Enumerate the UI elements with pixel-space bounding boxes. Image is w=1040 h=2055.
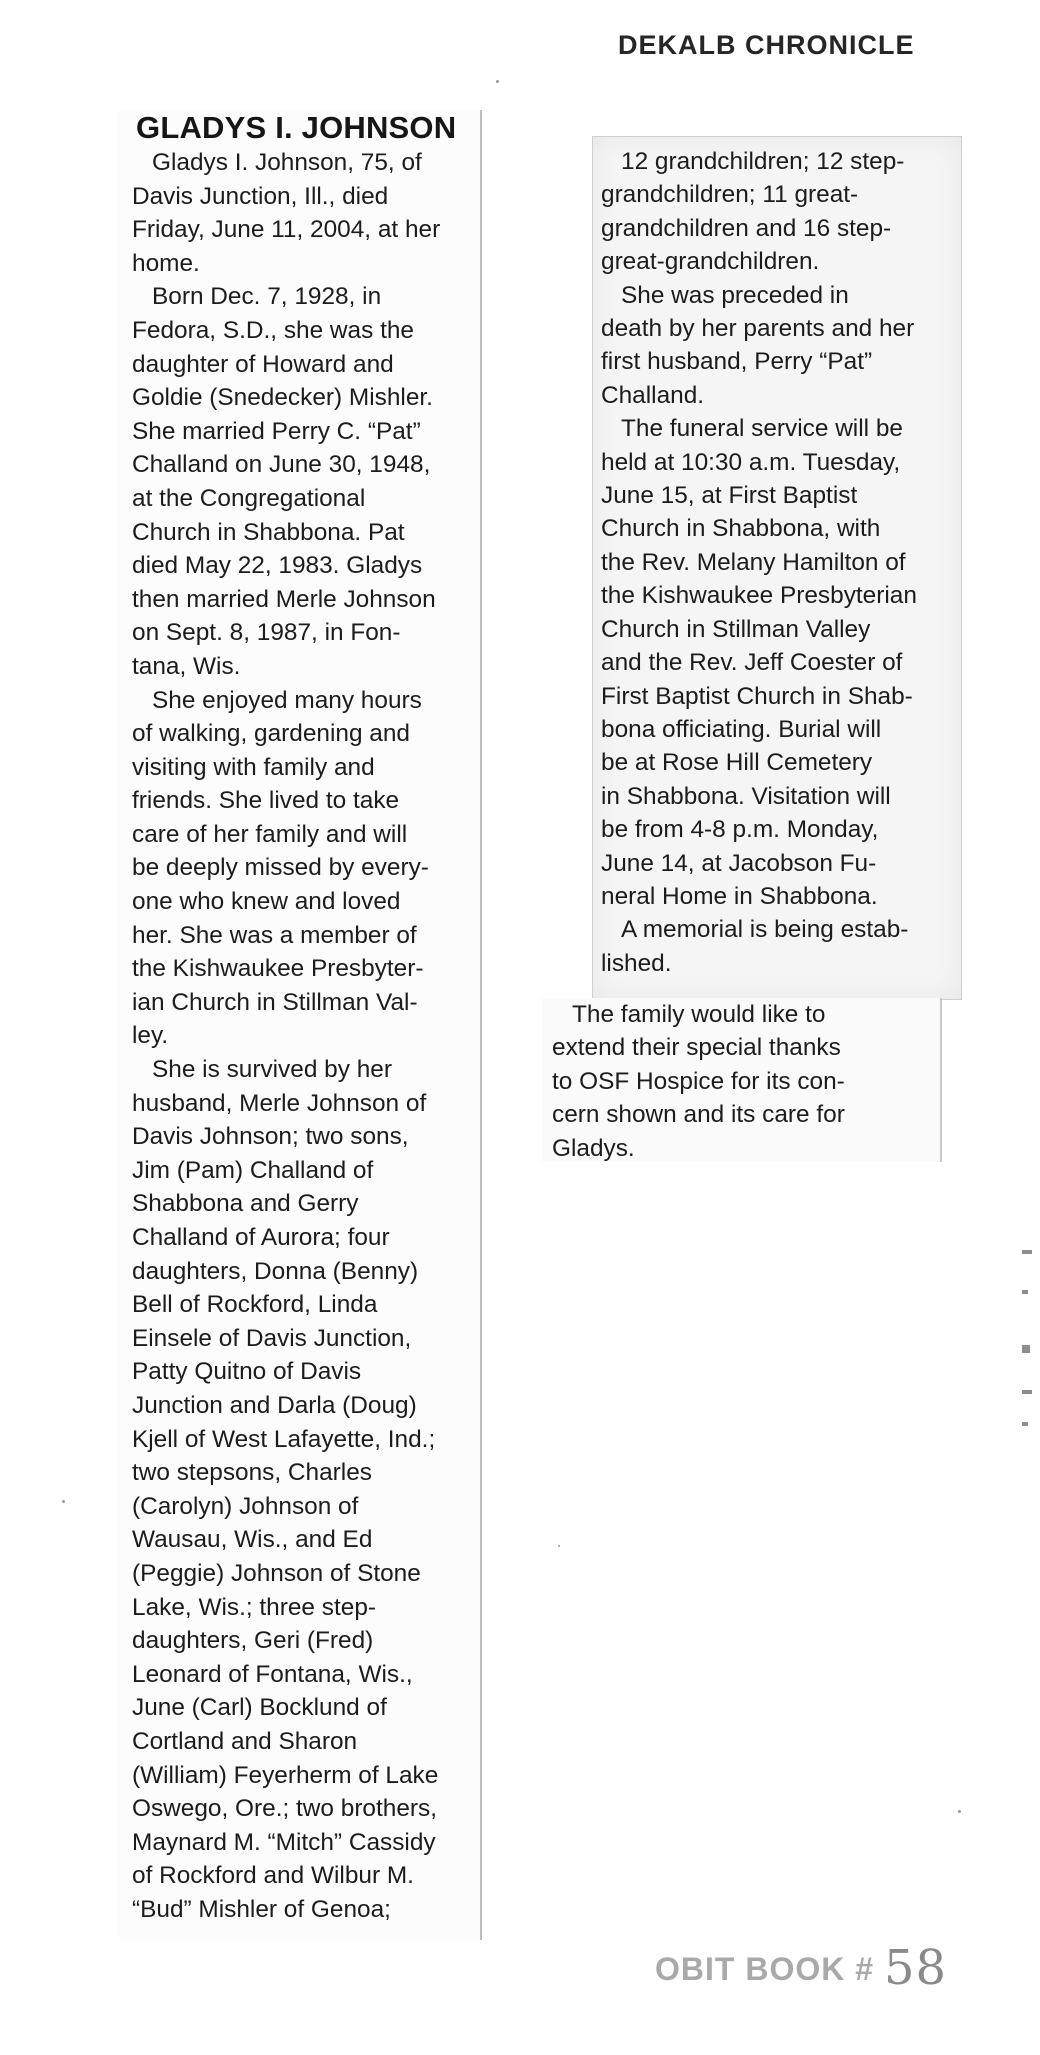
text-line: extend their special thanks [552,1034,841,1062]
text-line: daughters, Donna (Benny) [132,1257,419,1285]
text-line: care of her family and will [132,820,408,848]
text-line: Gladys. [552,1134,635,1162]
text-line: Junction and Darla (Doug) [132,1391,417,1419]
text-line: Bell of Rockford, Linda [132,1291,378,1319]
text-line: Lake, Wis.; three step- [132,1593,377,1621]
text-line: Challand. [601,381,705,409]
text-line: June 14, at Jacobson Fu- [601,849,877,877]
text-line: died May 22, 1983. Gladys [132,552,423,580]
text-line: first husband, Perry “Pat” [601,348,873,376]
text-line: Goldie (Snedecker) Mishler. [132,384,433,412]
scan-speck [558,1545,560,1547]
text-line: (Carolyn) Johnson of [132,1492,359,1520]
text-line: held at 10:30 a.m. Tuesday, [601,448,901,476]
obituary-paragraph [601,279,917,413]
text-line: of Rockford and Wilbur M. [132,1862,414,1890]
text-line: A memorial is being estab- [621,916,909,944]
text-line: ian Church in Stillman Val- [132,988,418,1016]
text-line: Challand on June 30, 1948, [132,451,431,479]
text-line: Patty Quitno of Davis [132,1358,362,1386]
text-line: on Sept. 8, 1987, in Fon- [132,619,401,647]
obituary-paragraph [132,1053,472,1926]
scan-speck [496,80,499,83]
text-line: Wausau, Wis., and Ed [132,1526,373,1554]
text-line: her. She was a member of [132,921,417,949]
left-column-text [132,146,472,1926]
text-line: death by her parents and her [601,315,915,343]
text-line: tana, Wis. [132,652,241,680]
obituary-clipping-right-bottom [542,998,942,1162]
text-line: lished. [601,949,672,977]
right-bottom-text [552,998,845,1165]
text-line: home. [132,249,200,277]
text-line: the Kishwaukee Presbyter- [132,955,424,983]
text-line: Davis Junction, Ill., died [132,182,389,210]
obit-book-stamp [655,1940,947,1996]
text-line: Church in Stillman Valley [601,615,871,643]
text-line: to OSF Hospice for its con- [552,1067,845,1095]
publication-name: DEKALB CHRONICLE [618,30,915,60]
text-line: Davis Johnson; two sons, [132,1123,409,1151]
text-line: (William) Feyerherm of Lake [132,1761,439,1789]
text-line: be at Rose Hill Cemetery [601,749,873,777]
text-line: She is survived by her [152,1056,392,1084]
obituary-headline: GLADYS I. JOHNSON [136,110,457,145]
scan-speck [958,1810,961,1813]
obit-book-number: 58 [884,1940,948,1996]
text-line: visiting with family and [132,753,375,781]
text-line: Gladys I. Johnson, 75, of [152,149,422,176]
obituary-paragraph [601,145,917,279]
obituary-clipping-left [118,110,482,1940]
text-line: First Baptist Church in Shab- [601,682,913,710]
text-line: in Shabbona. Visitation will [601,782,891,810]
text-line: (Peggie) Johnson of Stone [132,1559,421,1587]
text-line: daughters, Geri (Fred) [132,1627,374,1655]
obituary-paragraph [132,684,472,1054]
text-line: She married Perry C. “Pat” [132,417,421,445]
text-line: Born Dec. 7, 1928, in [152,283,382,311]
text-line: Friday, June 11, 2004, at her [132,216,441,244]
scan-speck [62,1500,65,1503]
text-line: the Rev. Melany Hamilton of [601,548,906,576]
obituary-paragraph [601,412,917,913]
text-line: two stepsons, Charles [132,1459,372,1487]
text-line: husband, Merle Johnson of [132,1089,427,1117]
text-line: June (Carl) Bocklund of [132,1694,387,1722]
text-line: She was preceded in [621,281,849,309]
text-line: bona officiating. Burial will [601,715,882,743]
obituary-paragraph [552,998,845,1165]
text-line: one who knew and loved [132,888,401,916]
text-line: grandchildren; 11 great- [601,181,859,209]
text-line: She enjoyed many hours [152,686,422,714]
text-line: Maynard M. “Mitch” Cassidy [132,1828,436,1856]
text-line: Church in Shabbona, with [601,515,881,543]
text-line: the Kishwaukee Presbyterian [601,582,917,610]
text-line: “Bud” Mishler of Genoa; [132,1895,391,1923]
text-line: be deeply missed by every- [132,854,429,882]
text-line: ley. [132,1022,169,1050]
obituary-clipping-right [592,136,962,1000]
scan-edge-marks [1022,1250,1034,1430]
text-line: Challand of Aurora; four [132,1224,390,1251]
text-line: 12 grandchildren; 12 step- [621,148,905,175]
text-line: neral Home in Shabbona. [601,882,878,910]
obituary-paragraph [132,280,472,683]
text-line: Fedora, S.D., she was the [132,316,414,344]
text-line: daughter of Howard and [132,350,394,378]
text-line: Leonard of Fontana, Wis., [132,1660,413,1688]
text-line: grandchildren and 16 step- [601,214,892,242]
text-line: then married Merle Johnson [132,585,436,613]
text-line: Church in Shabbona. Pat [132,518,405,546]
text-line: Jim (Pam) Challand of [132,1156,374,1184]
text-line: at the Congregational [132,484,366,512]
text-line: Oswego, Ore.; two brothers, [132,1795,438,1823]
text-line: friends. She lived to take [132,787,400,815]
text-line: June 15, at First Baptist [601,482,858,510]
obit-book-label: OBIT BOOK # [655,1951,875,1987]
text-line: Cortland and Sharon [132,1727,358,1755]
text-line: Kjell of West Lafayette, Ind.; [132,1425,436,1453]
text-line: great-grandchildren. [601,248,820,276]
obituary-paragraph [601,913,917,980]
obituary-paragraph [132,146,472,280]
text-line: The funeral service will be [621,415,903,443]
text-line: and the Rev. Jeff Coester of [601,649,903,677]
right-column-text [601,145,917,980]
text-line: of walking, gardening and [132,720,410,748]
text-line: The family would like to [572,1001,826,1028]
text-line: cern shown and its care for [552,1101,845,1129]
text-line: be from 4-8 p.m. Monday, [601,816,879,844]
text-line: Einsele of Davis Junction, [132,1324,412,1352]
text-line: Shabbona and Gerry [132,1190,359,1218]
